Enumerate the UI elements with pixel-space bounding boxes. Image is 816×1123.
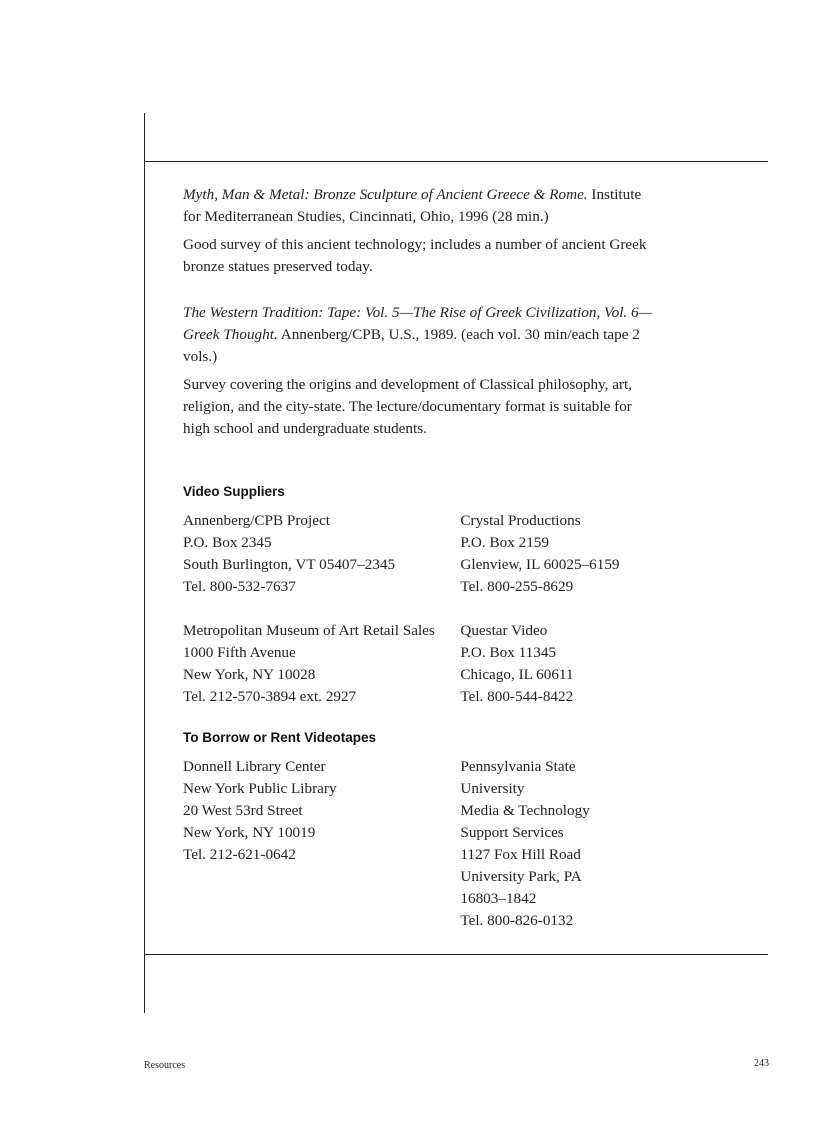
address-block: [183, 620, 460, 708]
address-line: Metropolitan Museum of Art Retail Sales: [183, 622, 435, 639]
resource-entry: [183, 302, 653, 440]
video-suppliers-heading: Video Suppliers: [183, 484, 285, 499]
address-line: Support Services: [460, 824, 564, 841]
vertical-rule: [144, 113, 145, 1013]
address-line: University: [460, 780, 525, 797]
address-line: P.O. Box 2345: [183, 534, 272, 551]
borrow-rent-grid: [183, 756, 653, 932]
address-block: [460, 620, 653, 708]
address-block: [460, 510, 653, 598]
address-block: [183, 510, 460, 598]
address-line: South Burlington, VT 05407–2345: [183, 556, 396, 573]
borrow-rent-heading: To Borrow or Rent Videotapes: [183, 730, 377, 745]
page-content: [183, 184, 653, 932]
footer-section-label: Resources: [144, 1060, 186, 1071]
borrow-left-column: [183, 756, 460, 932]
address-line: Donnell Library Center: [183, 758, 326, 775]
bottom-rule: [144, 954, 768, 955]
address-line: Pennsylvania State: [460, 758, 576, 775]
entry-title: Myth, Man & Metal: Bronze Sculpture of Ancient Greece & Rome.: [183, 186, 588, 203]
entry-description: Survey covering the origins and development of Classical philosophy, art, religion, and the city-state. The lecture/documentary format is suitable for high school and undergraduate students.: [183, 376, 633, 437]
address-line: 1000 Fifth Avenue: [183, 644, 296, 661]
address-line: 1127 Fox Hill Road: [460, 846, 581, 863]
address-line: New York, NY 10028: [183, 666, 316, 683]
address-line: Tel. 800-532-7637: [183, 578, 296, 595]
entry-citation: [183, 302, 653, 368]
address-line: Annenberg/CPB Project: [183, 512, 330, 529]
video-suppliers-grid: [183, 510, 653, 708]
address-line: Tel. 212-570-3894 ext. 2927: [183, 688, 357, 705]
top-rule: [144, 161, 768, 162]
address-line: New York, NY 10019: [183, 824, 316, 841]
address-line: Glenview, IL 60025–6159: [460, 556, 620, 573]
address-line: P.O. Box 11345: [460, 644, 557, 661]
address-line: Tel. 800-826-0132: [460, 912, 574, 929]
address-line: Chicago, IL 60611: [460, 666, 574, 683]
entry-details: Institute for Mediterranean Studies, Cincinnati, Ohio, 1996 (28 min.): [183, 186, 642, 225]
address-line: P.O. Box 2159: [460, 534, 549, 551]
address-line: 20 West 53rd Street: [183, 802, 303, 819]
address-line: 16803–1842: [460, 890, 537, 907]
address-line: Questar Video: [460, 622, 548, 639]
address-line: Media & Technology: [460, 802, 590, 819]
page-number: 243: [754, 1058, 769, 1069]
address-line: Crystal Productions: [460, 512, 581, 529]
entry-citation: [183, 184, 653, 228]
address-line: Tel. 800-255-8629: [460, 578, 574, 595]
entry-description: Good survey of this ancient technology; includes a number of ancient Greek bronze statues preserved today.: [183, 236, 647, 275]
address-line: Tel. 212-621-0642: [183, 846, 296, 863]
suppliers-right-column: [460, 510, 653, 708]
address-line: Tel. 800-544-8422: [460, 688, 574, 705]
resource-entry: [183, 184, 653, 278]
suppliers-left-column: [183, 510, 460, 708]
address-line: University Park, PA: [460, 868, 582, 885]
entry-title: The Western Tradition: Tape: Vol. 5—The Rise of Greek Civilization, Vol. 6—Greek Thought.: [183, 304, 653, 343]
borrow-right-column: [460, 756, 653, 932]
entry-details: Annenberg/CPB, U.S., 1989. (each vol. 30 min/each tape 2 vols.): [183, 326, 640, 365]
address-line: New York Public Library: [183, 780, 337, 797]
